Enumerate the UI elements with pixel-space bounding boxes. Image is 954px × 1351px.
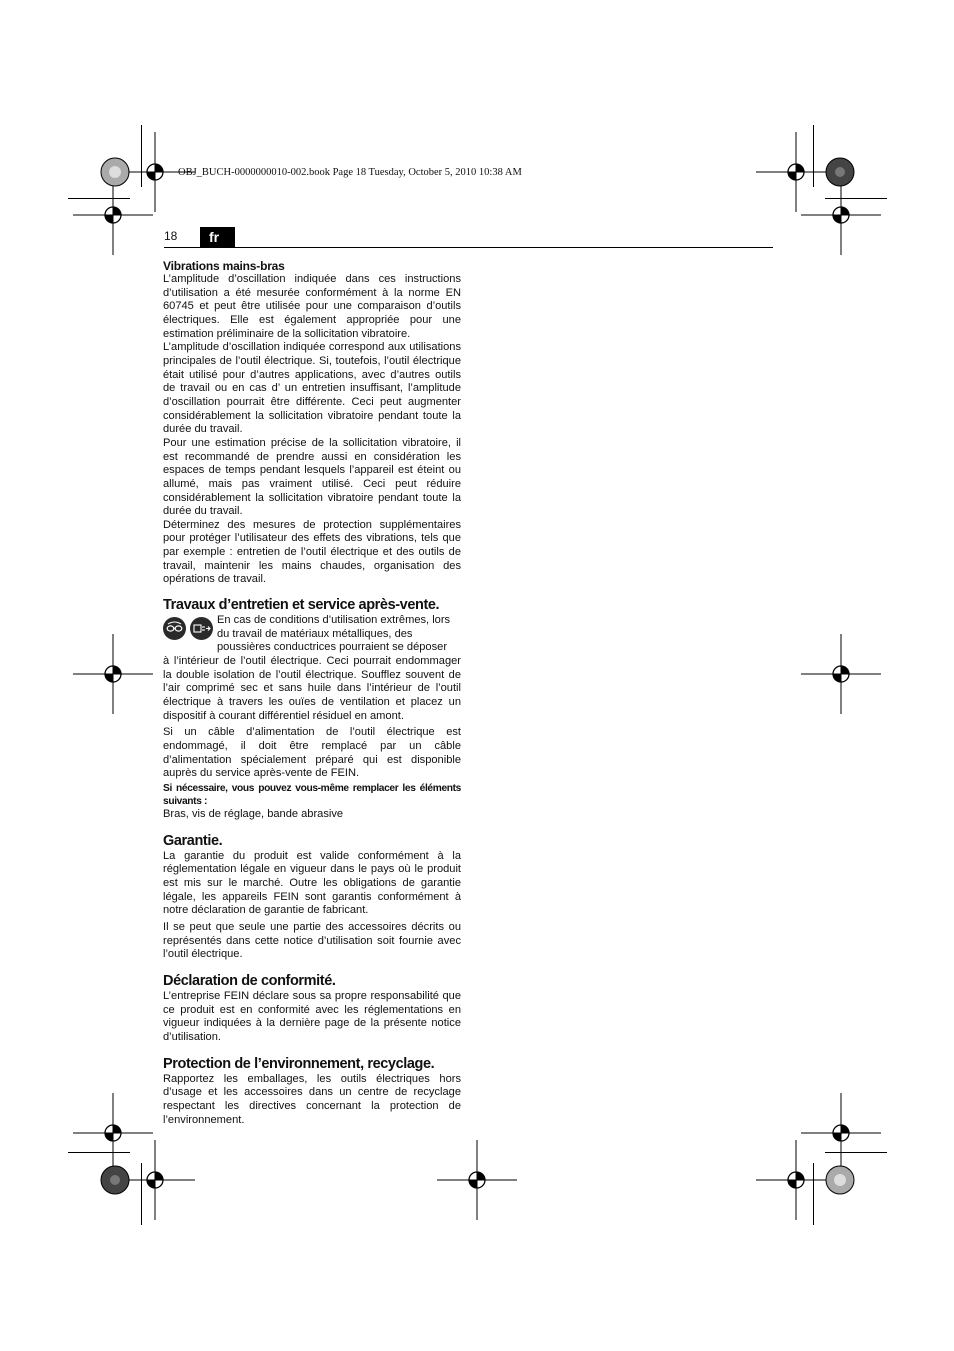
maintenance-icons-row [163, 614, 461, 655]
safety-goggles-icon [163, 617, 186, 640]
maintenance-replaceable-note: Si nécessaire, vous pouvez vous-même remplacer les éléments suivants : [163, 783, 461, 807]
book-info-line: OBJ_BUCH-0000000010-002.book Page 18 Tuesday, October 5, 2010 10:38 AM [178, 167, 522, 178]
warranty-paragraph-1: La garantie du produit est valide conformément à la réglementation légale en vigueur dans le pays où le produit est mis sur le marché. Outre les obligations de garantie légale, les appareils FEIN sont garantis conformément à notre déclaration de garantie de fabricant. [163, 849, 461, 917]
language-tab: fr [200, 227, 235, 247]
environment-title: Protection de l’environnement, recyclage. [163, 1055, 435, 1072]
vibrations-paragraph-4: Déterminez des mesures de protection supplémentaires pour protéger l’utilisateur des effets des vibrations, tels que par exemple : entretien de l’outil électrique et des outils de travail, maintenir les mains chaudes, organisation des opérations de travail. [163, 518, 461, 586]
text-column [163, 259, 461, 1127]
environment-paragraph-1: Rapportez les emballages, les outils électriques hors d’usage et les accessoires dans un centre de recyclage respectant les directives concernant la protection de l’environnement. [163, 1072, 461, 1126]
header-rule [164, 247, 773, 248]
conformity-title: Déclaration de conformité. [163, 972, 336, 989]
vibrations-paragraph-2: L’amplitude d’oscillation indiquée correspond aux utilisations principales de l’outil électrique. Si, toutefois, l’outil électrique était utilisé pour d’autres applications, avec d’autres outils de travail ou en cas d’ un entretien insuffisant, l’amplitude d’oscillation pourrait être différente. Ceci peut augmenter considérablement la sollicitation vibratoire pendant toute la durée du travail. [163, 341, 461, 436]
warranty-paragraph-2: Il se peut que seule une partie des accessoires décrits ou représentés dans cette notice d’utilisation soit fournie avec l’outil électrique. [163, 920, 461, 961]
warranty-title: Garantie. [163, 832, 223, 849]
maintenance-paragraph-1-rest: à l’intérieur de l’outil électrique. Ceci pourrait endommager la double isolation de l’outil électrique. Soufflez souvent de l’air comprimé sec et sans huile dans l’intérieur de l’outil électrique à travers les ouïes de ventilation et placez un dispositif à courant différentiel résiduel en amont. [163, 655, 461, 722]
maintenance-paragraph-1-lead: En cas de conditions d’utilisation extrêmes, lors du travail de matériaux métalliques, des poussières conductrices pourraient se déposer [217, 614, 451, 654]
maintenance-paragraph-2: Si un câble d’alimentation de l’outil électrique est endommagé, il doit être remplacé par un câble d’alimentation spécialement préparé qui est disponible auprès du service après-vente de FEIN. [163, 726, 461, 780]
vibrations-title: Vibrations mains-bras [163, 259, 285, 273]
vibrations-paragraph-3: Pour une estimation précise de la sollicitation vibratoire, il est recommandé de prendre aussi en considération les espaces de temps pendant lesquels l’appareil est éteint ou allumé, mais pas vraiment utilisé. Ceci peut réduire considérablement la sollicitation vibratoire pendant toute la durée du travail. [163, 436, 461, 518]
page-number: 18 [164, 229, 178, 243]
vibrations-paragraph-1: L’amplitude d’oscillation indiquée dans ces instructions d’utilisation a été mesurée conformément à la norme EN 60745 et peut être utilisée pour une comparaison d’outils électriques. Elle est également appropriée pour une estimation préliminaire de la sollicitation vibratoire. [163, 273, 461, 340]
maintenance-parts-list: Bras, vis de réglage, bande abrasive [163, 808, 344, 820]
conformity-paragraph-1: L’entreprise FEIN déclare sous sa propre responsabilité que ce produit est en conformité avec les réglementations en vigueur indiquées à la dernière page de la présente notice d’utilisation. [163, 989, 461, 1043]
unplug-icon [190, 617, 213, 640]
maintenance-title: Travaux d’entretien et service après-vente. [163, 597, 440, 614]
